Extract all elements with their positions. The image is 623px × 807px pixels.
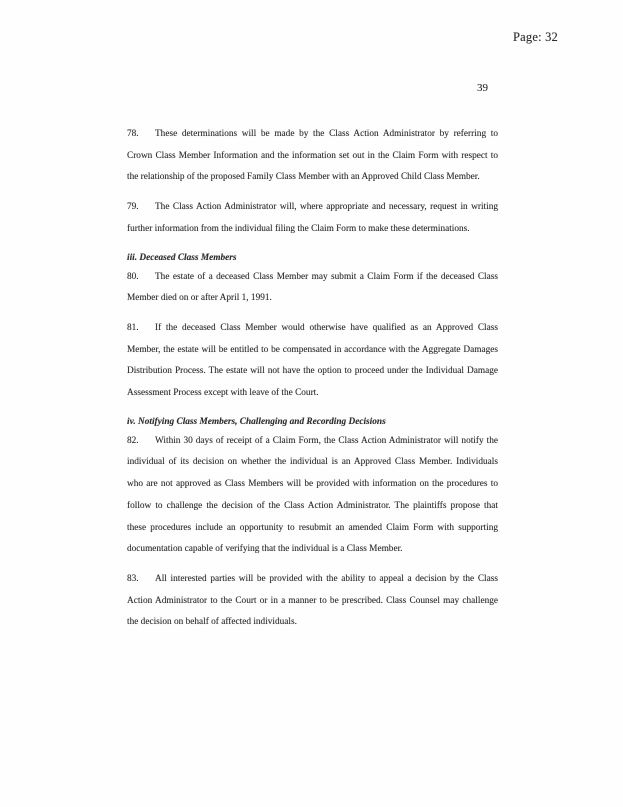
- paragraph-78: [127, 124, 498, 189]
- text-line: follow to challenge the decision of the Class Action Administrator. The plaintiffs propose that: [127, 500, 498, 511]
- section-heading: iii. Deceased Class Members: [127, 252, 237, 263]
- text-line: 82. Within 30 days of receipt of a Claim Form, the Class Action Administrator will notify the: [127, 431, 498, 453]
- paragraph-80: [127, 267, 498, 310]
- text-line: individual of its decision on whether the individual is an Approved Class Member. Individuals: [127, 457, 498, 468]
- paragraph-82: [127, 431, 498, 561]
- text-line: further information from the individual filing the Claim Form to make these determinations.: [127, 223, 470, 234]
- text-line: 81. If the deceased Class Member would otherwise have qualified as an Approved Class: [127, 318, 498, 340]
- text-line: Member, the estate will be entitled to be compensated in accordance with the Aggregate Damages: [127, 344, 498, 355]
- text-line: 79. The Class Action Administrator will, where appropriate and necessary, request in writing: [127, 197, 498, 219]
- text-line: 83. All interested parties will be provided with the ability to appeal a decision by the Class: [127, 569, 498, 591]
- folio-page-number: 39: [477, 82, 488, 94]
- document-body: [127, 124, 498, 642]
- text-line: Crown Class Member Information and the information set out in the Claim Form with respect to: [127, 150, 498, 161]
- text-line: these procedures include an opportunity to resubmit an amended Claim Form with supporting: [127, 522, 498, 533]
- paragraph-number: 83.: [127, 573, 139, 584]
- text-line: the decision on behalf of affected individuals.: [127, 617, 297, 628]
- text-line: who are not approved as Class Members will be provided with information on the procedures to: [127, 479, 498, 490]
- paragraph-83: [127, 569, 498, 634]
- paragraph-number: 79.: [127, 202, 139, 213]
- text-line: documentation capable of verifying that the individual is a Class Member.: [127, 544, 403, 555]
- paragraph-number: 81.: [127, 322, 139, 333]
- paragraph-number: 82.: [127, 435, 139, 446]
- text-line: 78. These determinations will be made by the Class Action Administrator by referring to: [127, 124, 498, 146]
- paragraph-number: 80.: [127, 271, 139, 282]
- text-line: Member died on or after April 1, 1991.: [127, 293, 272, 304]
- page-header-label: Page: 32: [513, 30, 558, 44]
- text-line: Action Administrator to the Court or in a manner to be prescribed. Class Counsel may challenge: [127, 595, 498, 606]
- text-line: Distribution Process. The estate will not have the option to proceed under the Individual Damage: [127, 366, 498, 377]
- text-line: 80. The estate of a deceased Class Member may submit a Claim Form if the deceased Class: [127, 267, 498, 289]
- paragraph-number: 78.: [127, 129, 139, 139]
- paragraph-81: [127, 318, 498, 405]
- paragraph-79: [127, 197, 498, 240]
- text-line: Assessment Process except with leave of the Court.: [127, 388, 319, 399]
- section-heading: iv. Notifying Class Members, Challenging and Recording Decisions: [127, 416, 386, 427]
- text-line: the relationship of the proposed Family Class Member with an Approved Child Class Member.: [127, 172, 480, 183]
